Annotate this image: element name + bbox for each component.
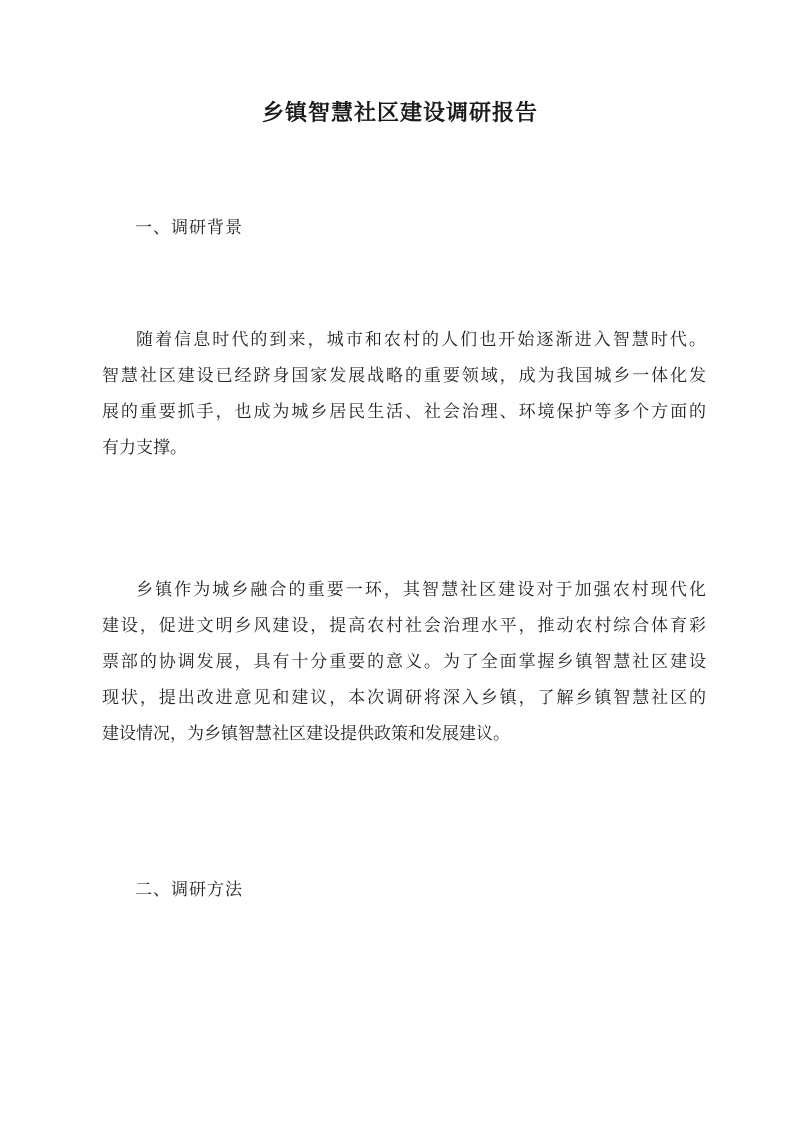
- paragraph-line: 建设，促进文明乡风建设，提高农村社会治理水平，推动农村综合体育彩: [102, 616, 706, 636]
- paragraph-line: 乡镇作为城乡融合的重要一环，其智慧社区建设对于加强农村现代化: [136, 580, 706, 600]
- paragraph-line: 建设情况，为乡镇智慧社区建设提供政策和发展建议。: [102, 724, 510, 744]
- section-heading-background: 一、调研背景: [135, 218, 243, 238]
- paragraph-line: 随着信息时代的到来，城市和农村的人们也开始逐渐进入智慧时代。: [136, 330, 706, 350]
- paragraph-line: 有力支撑。: [102, 438, 187, 458]
- paragraph-line: 展的重要抓手，也成为城乡居民生活、社会治理、环境保护等多个方面的: [102, 402, 706, 422]
- section-heading-methods: 二、调研方法: [135, 880, 243, 900]
- document-title: 乡镇智慧社区建设调研报告: [261, 100, 538, 126]
- paragraph-background-1: [102, 322, 706, 466]
- paragraph-line: 现状，提出改进意见和建议，本次调研将深入乡镇，了解乡镇智慧社区的: [102, 688, 706, 708]
- paragraph-line: 票部的协调发展，具有十分重要的意义。为了全面掌握乡镇智慧社区建设: [102, 652, 706, 672]
- paragraph-background-2: [102, 572, 706, 752]
- paragraph-line: 智慧社区建设已经跻身国家发展战略的重要领域，成为我国城乡一体化发: [102, 366, 706, 386]
